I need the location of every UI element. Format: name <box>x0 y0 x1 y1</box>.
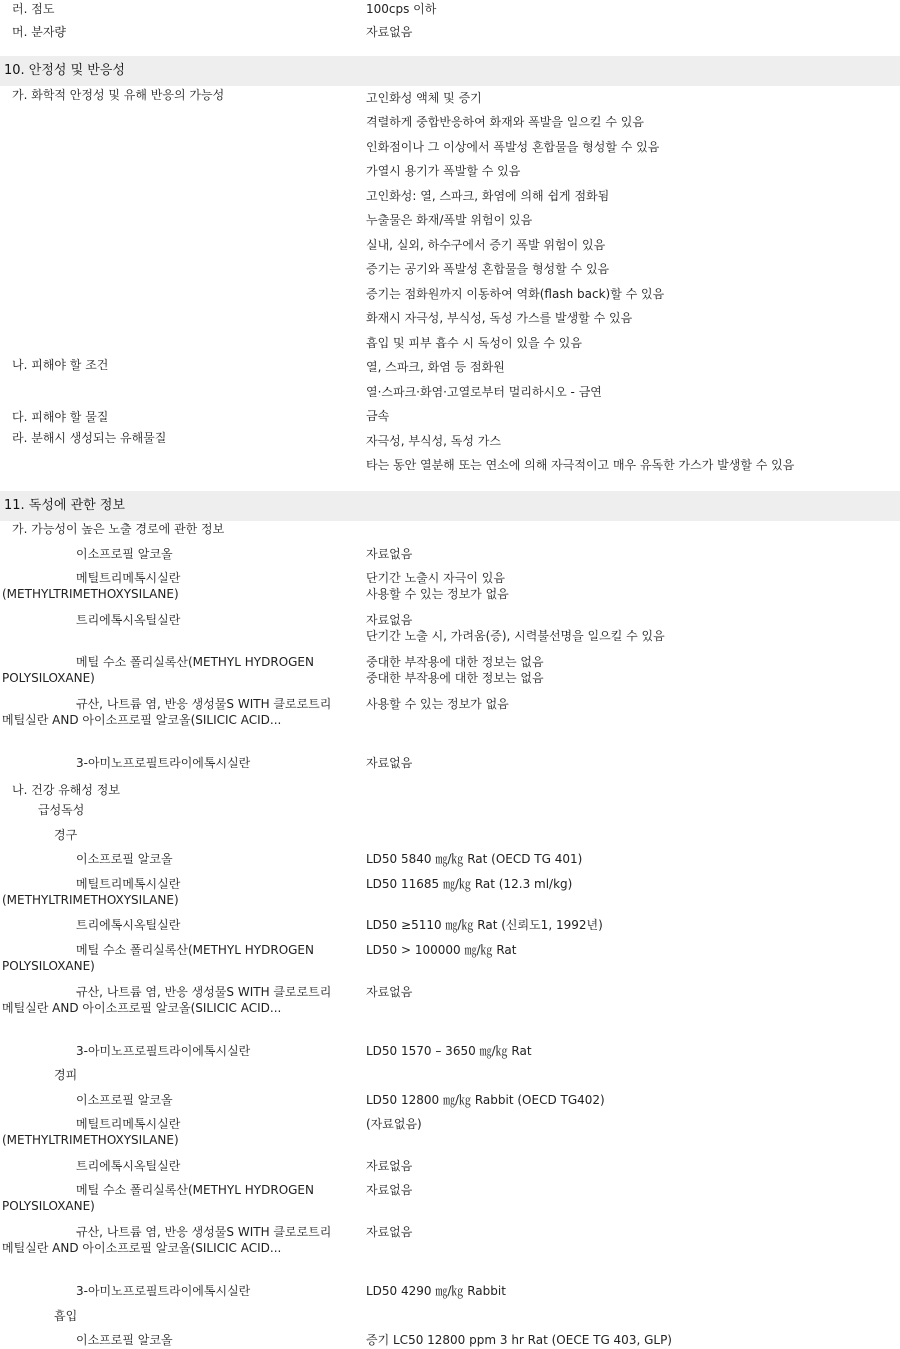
conditions-label: 나. 피해야 할 조건 <box>12 358 109 372</box>
dermal-label: 경피 <box>54 1068 78 1082</box>
substance-value: 자료없음 <box>366 1159 413 1173</box>
substance-name-cont: (METHYLTRIMETHOXYSILANE) <box>2 1133 179 1147</box>
stability-value: 고인화성 액체 및 증기 <box>366 91 482 105</box>
substance-name: 3-아미노프로필트라이에톡시실란 <box>76 1284 251 1298</box>
substance-name: 이소프로필 알코올 <box>76 852 173 866</box>
substance-name: 규산, 나트륨 염, 반응 생성물S WITH 클로로트리 <box>76 697 332 711</box>
decomposition-label: 라. 분해시 생성되는 유해물질 <box>12 431 167 445</box>
substance-name: 메틸 수소 폴리실록산(METHYL HYDROGEN <box>76 655 314 669</box>
substance-value: LD50 1570 – 3650 ㎎/㎏ Rat <box>366 1044 532 1058</box>
substance-name: 메틸 수소 폴리실록산(METHYL HYDROGEN <box>76 1183 314 1197</box>
acute-toxicity-label: 급성독성 <box>38 803 85 817</box>
substance-name: 이소프로필 알코올 <box>76 547 173 561</box>
substance-value: 중대한 부작용에 대한 정보는 없음 <box>366 671 544 685</box>
stability-label: 가. 화학적 안정성 및 유해 반응의 가능성 <box>12 88 225 102</box>
substance-value: LD50 5840 ㎎/㎏ Rat (OECD TG 401) <box>366 852 583 866</box>
substance-value: 자료없음 <box>366 613 413 627</box>
substance-value: (자료없음) <box>366 1117 422 1131</box>
substance-value: 증기 LC50 12800 ppm 3 hr Rat (OECE TG 403, GLP) <box>366 1333 672 1347</box>
stability-value: 화재시 자극성, 부식성, 독성 가스를 발생할 수 있음 <box>366 311 633 325</box>
substance-value: 자료없음 <box>366 1183 413 1197</box>
substance-name: 규산, 나트륨 염, 반응 생성물S WITH 클로로트리 <box>76 985 332 999</box>
substance-name: 메틸트리메톡시실란 <box>76 1117 181 1131</box>
substance-name: 이소프로필 알코올 <box>76 1333 173 1347</box>
viscosity-label: 러. 점도 <box>12 2 55 16</box>
stability-value: 누출물은 화재/폭발 위험이 있음 <box>366 213 533 227</box>
substance-name-cont: POLYSILOXANE) <box>2 1199 95 1213</box>
substance-name: 트리에톡시옥틸실란 <box>76 1159 181 1173</box>
section-11-header <box>0 491 900 521</box>
exposure-route-label: 가. 가능성이 높은 노출 경로에 관한 정보 <box>12 522 225 536</box>
oral-label: 경구 <box>54 828 78 842</box>
substance-name: 메틸 수소 폴리실록산(METHYL HYDROGEN <box>76 943 314 957</box>
substance-value: 사용할 수 있는 정보가 없음 <box>366 587 509 601</box>
stability-value: 증기는 점화원까지 이동하여 역화(flash back)할 수 있음 <box>366 287 665 301</box>
molecular-weight-label: 머. 분자량 <box>12 25 66 39</box>
substance-name: 메틸트리메톡시실란 <box>76 877 181 891</box>
substance-value: 단기간 노출 시, 가려움(증), 시력불선명을 일으킬 수 있음 <box>366 629 665 643</box>
substance-value: 자료없음 <box>366 985 413 999</box>
substance-value: LD50 > 100000 ㎎/㎏ Rat <box>366 943 517 957</box>
decomposition-value: 자극성, 부식성, 독성 가스 <box>366 434 501 448</box>
substance-value: 중대한 부작용에 대한 정보는 없음 <box>366 655 544 669</box>
substance-name-cont: POLYSILOXANE) <box>2 959 95 973</box>
substance-name-cont: (METHYLTRIMETHOXYSILANE) <box>2 587 179 601</box>
substance-name: 규산, 나트륨 염, 반응 생성물S WITH 클로로트리 <box>76 1225 332 1239</box>
substance-value: LD50 12800 ㎎/㎏ Rabbit (OECD TG402) <box>366 1093 605 1107</box>
stability-value: 흡입 및 피부 흡수 시 독성이 있을 수 있음 <box>366 336 582 350</box>
substance-name-cont: (METHYLTRIMETHOXYSILANE) <box>2 893 179 907</box>
substance-value: LD50 4290 ㎎/㎏ Rabbit <box>366 1284 506 1298</box>
materials-value: 금속 <box>366 409 390 423</box>
decomposition-value: 타는 동안 열분해 또는 연소에 의해 자극적이고 매우 유독한 가스가 발생할 수 있음 <box>366 458 795 472</box>
stability-value: 실내, 실외, 하수구에서 증기 폭발 위험이 있음 <box>366 238 606 252</box>
substance-name-cont: 메틸실란 AND 아이소프로필 알코올(SILICIC ACID... <box>2 1241 282 1255</box>
substance-name-cont: 메틸실란 AND 아이소프로필 알코올(SILICIC ACID... <box>2 1001 282 1015</box>
substance-name: 트리에톡시옥틸실란 <box>76 613 181 627</box>
substance-value: LD50 11685 ㎎/㎏ Rat (12.3 ml/kg) <box>366 877 573 891</box>
substance-name-cont: 메틸실란 AND 아이소프로필 알코올(SILICIC ACID... <box>2 713 282 727</box>
health-hazard-label: 나. 건강 유해성 정보 <box>12 783 120 797</box>
viscosity-value: 100cps 이하 <box>366 2 437 16</box>
substance-value: LD50 ≥5110 ㎎/㎏ Rat (신뢰도1, 1992년) <box>366 918 603 932</box>
section-10-title: 10. 안정성 및 반응성 <box>4 63 125 78</box>
materials-label: 다. 피해야 할 물질 <box>12 410 109 424</box>
substance-name: 3-아미노프로필트라이에톡시실란 <box>76 1044 251 1058</box>
substance-value: 단기간 노출시 자극이 있음 <box>366 571 505 585</box>
substance-name: 메틸트리메톡시실란 <box>76 571 181 585</box>
substance-name: 트리에톡시옥틸실란 <box>76 918 181 932</box>
inhalation-label: 흡입 <box>54 1309 78 1323</box>
stability-value: 증기는 공기와 폭발성 혼합물을 형성할 수 있음 <box>366 262 610 276</box>
molecular-weight-value: 자료없음 <box>366 25 413 39</box>
stability-value: 격렬하게 중합반응하여 화재와 폭발을 일으킬 수 있음 <box>366 115 644 129</box>
substance-value: 자료없음 <box>366 1225 413 1239</box>
conditions-value: 열·스파크·화염·고열로부터 멀리하시오 - 금연 <box>366 385 602 399</box>
stability-value: 인화점이나 그 이상에서 폭발성 혼합물을 형성할 수 있음 <box>366 140 660 154</box>
substance-name-cont: POLYSILOXANE) <box>2 671 95 685</box>
section-10-header <box>0 56 900 86</box>
substance-value: 자료없음 <box>366 547 413 561</box>
substance-value: 자료없음 <box>366 756 413 770</box>
stability-value: 고인화성: 열, 스파크, 화염에 의해 쉽게 점화됨 <box>366 189 610 203</box>
stability-value: 가열시 용기가 폭발할 수 있음 <box>366 164 521 178</box>
conditions-value: 열, 스파크, 화염 등 점화원 <box>366 360 505 374</box>
substance-name: 3-아미노프로필트라이에톡시실란 <box>76 756 251 770</box>
substance-name: 이소프로필 알코올 <box>76 1093 173 1107</box>
section-11-title: 11. 독성에 관한 정보 <box>4 498 125 513</box>
substance-value: 사용할 수 있는 정보가 없음 <box>366 697 509 711</box>
